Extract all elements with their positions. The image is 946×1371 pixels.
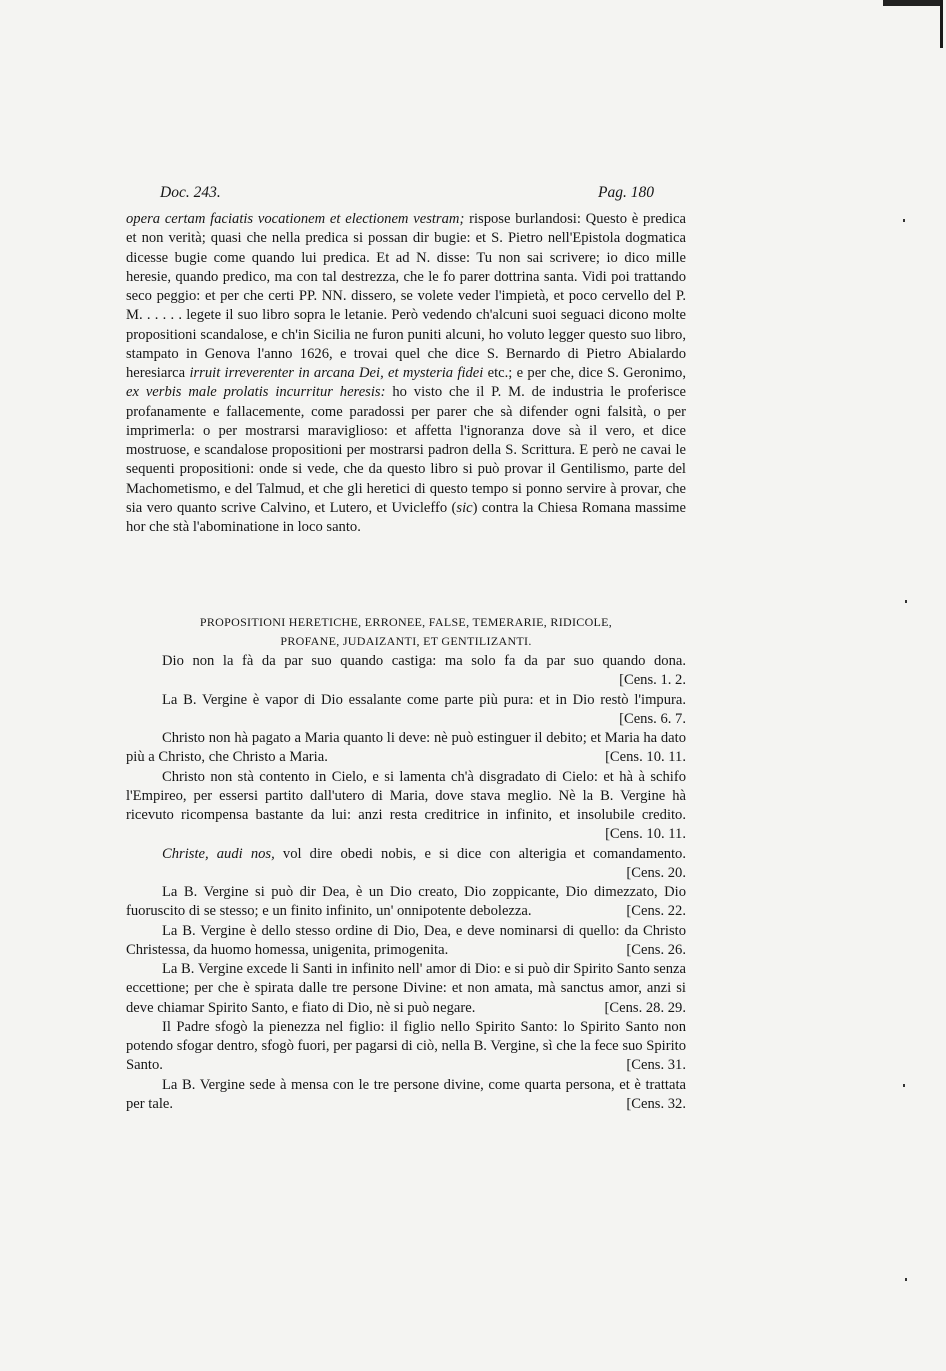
- proposition-text-run: Christo non hà pagato a Maria quanto li deve: nè può estinguer il debito; et Maria ha dato più a Christo, che Christo a Maria.: [126, 730, 686, 766]
- scan-speck: [903, 1084, 905, 1087]
- scan-speck: [905, 1278, 907, 1281]
- page-number: Pag. 180: [598, 184, 654, 201]
- latin-quote: ex verbis male prolatis incurritur heresis:: [126, 384, 386, 401]
- proposition-text: [126, 1018, 686, 1076]
- proposition-text-run: La B. Vergine excede li Santi in infinito nell' amor di Dio: e si può dir Spirito Santo senza eccettione; per che è spirata dalle tre persone Divine: et non amata, mà sanctus amor, anzi si deve chiamar Spirito Santo, e fiato di Dio, nè si può negare.: [126, 961, 686, 1016]
- censure-reference: [Cens. 22.: [626, 903, 686, 920]
- latin-quote: opera certam faciatis vocationem et electionem vestram;: [126, 211, 465, 227]
- intro-text-run: etc.; e per che, dice S. Geronimo,: [483, 365, 687, 381]
- censure-reference: [Cens. 1. 2.: [619, 672, 686, 689]
- proposition-item: [126, 768, 686, 845]
- proposition-item: [126, 1076, 686, 1115]
- proposition-item: [126, 960, 686, 1018]
- page-header: [160, 184, 654, 204]
- scan-speck: [905, 600, 907, 603]
- proposition-text-run: La B. Vergine sede à mensa con le tre persone divine, come quarta persona, et è trattata per tale.: [126, 1076, 686, 1112]
- censure-reference: [Cens. 26.: [626, 941, 686, 958]
- sic-mark: sic: [456, 499, 473, 516]
- proposition-item: [126, 729, 686, 768]
- intro-text-run: ho visto che il P. M. de industria le proferisce profanamente e fallacemente, come paradossi per parer che sà difender ogni falsità, o per imprimerla: o per mostrarsi maraviglioso: et affetta l'ignoranza dove sà il vero, et dice mostruose, e scandalose propositioni per mostrarsi padron della S. Scrittura. E però ne cavai le sequenti propositioni: onde si vede, che da questo libro si può provar il Gentilismo, parte del Machometismo, e del Talmud, et che gli heretici di questo tempo si ponno servire à provar, che sia vero quanto scrive Calvino, et Lutero, et Uvicleffo (: [126, 384, 686, 516]
- scan-speck: [903, 219, 905, 222]
- intro-text-run: rispose burlandosi: Questo è predica et non verità; quasi che nella predica si possan dir bugie: et S. Pietro nell'Epistola dogmatica dicesse bugie come quando lui predica. Et ad N. disse: Tu non sai scrivere; io dico mille heresie, quando predico, ma con tal destrezza, che le fo parer dottrina santa. Vidi poi trattando seco peggio: et per che certi PP. NN. dissero, se volete veder l'impietà, et poco cervello del P. M. . . . . . legete il suo libro sopra le letanie. Però vedendo ch'alcuni suoi seguaci dicono molte propositioni scandalose, e ch'in Sicilia ne furon puniti alcuni, ho voluto legger questo suo libro, stampato in Genova l'anno 1626, e trovai quel che dice S. Bernardo di Pietro Abialardo heresiarca: [126, 211, 686, 381]
- censure-reference: [Cens. 31.: [626, 1057, 686, 1074]
- censure-reference: [Cens. 10. 11.: [605, 749, 686, 766]
- censure-reference: [Cens. 20.: [626, 864, 686, 881]
- proposition-text: [126, 729, 686, 768]
- proposition-item: [126, 691, 686, 730]
- intro-text: [126, 210, 686, 537]
- intro-paragraph: [126, 210, 686, 537]
- proposition-text: [126, 922, 686, 961]
- proposition-text-run: Il Padre sfogò la pienezza nel figlio: il figlio nello Spirito Santo: lo Spirito Santo non potendo sfogar dentro, sfogò fuori, per pagarsi di ciò, nella B. Vergine, sì che la fece suo Spirito Santo.: [126, 1018, 686, 1074]
- latin-quote: Christe, audi nos,: [162, 845, 275, 862]
- proposition-text-run: La B. Vergine si può dir Dea, è un Dio creato, Dio zoppicante, Dio dimezzato, Dio fuoruscito di se stesso; e un finito infinito, un' onnipotente debolezza.: [126, 884, 686, 920]
- scan-edge-mark: [883, 0, 943, 6]
- propositions-list: [126, 652, 686, 1114]
- proposition-item: [126, 922, 686, 961]
- proposition-item: [126, 652, 686, 691]
- proposition-text: [126, 691, 686, 730]
- censure-reference: [Cens. 32.: [626, 1095, 686, 1112]
- proposition-item: [126, 883, 686, 922]
- proposition-text: [126, 768, 686, 845]
- section-heading-line: PROPOSITIONI HERETICHE, ERRONEE, FALSE, TEMERARIE, RIDICOLE,: [199, 615, 613, 629]
- proposition-text: [126, 883, 686, 922]
- proposition-text: [126, 652, 686, 691]
- proposition-text-run: Christo non stà contento in Cielo, e si lamenta ch'à disgradato di Cielo: et hà à schifo l'Empireo, per essersi partito dall'utero di Maria, dove stava meglio. Nè la B. Vergine hà ricevuto ricompensa bastante da lui: anzi resta creditrice in infinito, et insolubile credito.: [126, 768, 686, 823]
- censure-reference: [Cens. 10. 11.: [605, 826, 686, 843]
- section-heading: [126, 613, 686, 651]
- censure-reference: [Cens. 6. 7.: [619, 710, 686, 727]
- proposition-text-run: vol dire obedi nobis, e si dice con alterigia et comandamento.: [274, 845, 686, 862]
- proposition-text: [126, 960, 686, 1018]
- censure-reference: [Cens. 28. 29.: [604, 999, 686, 1016]
- proposition-text: [126, 845, 686, 884]
- latin-quote: irruit irreverenter in arcana Dei, et mysteria fidei: [189, 365, 484, 381]
- proposition-item: [126, 845, 686, 884]
- document-number: Doc. 243.: [160, 184, 221, 201]
- proposition-text: [126, 1076, 686, 1115]
- proposition-text-run: La B. Vergine è dello stesso ordine di Dio, Dea, e deve nominarsi di quello: da Christo Christessa, da huomo homessa, unigenita, primogenita.: [126, 922, 686, 958]
- proposition-item: [126, 1018, 686, 1076]
- proposition-text-run: Dio non la fà da par suo quando castiga: ma solo fa da par suo quando dona.: [162, 653, 686, 669]
- scan-edge-line: [940, 0, 943, 48]
- proposition-text-run: La B. Vergine è vapor di Dio essalante come parte più pura: et in Dio restò l'impura.: [162, 691, 686, 708]
- intro-text-run: ) contra la Chiesa Romana massime hor che stà l'abominatione in loco santo.: [126, 499, 686, 535]
- section-heading-line: PROFANE, JUDAIZANTI, ET GENTILIZANTI.: [280, 634, 532, 648]
